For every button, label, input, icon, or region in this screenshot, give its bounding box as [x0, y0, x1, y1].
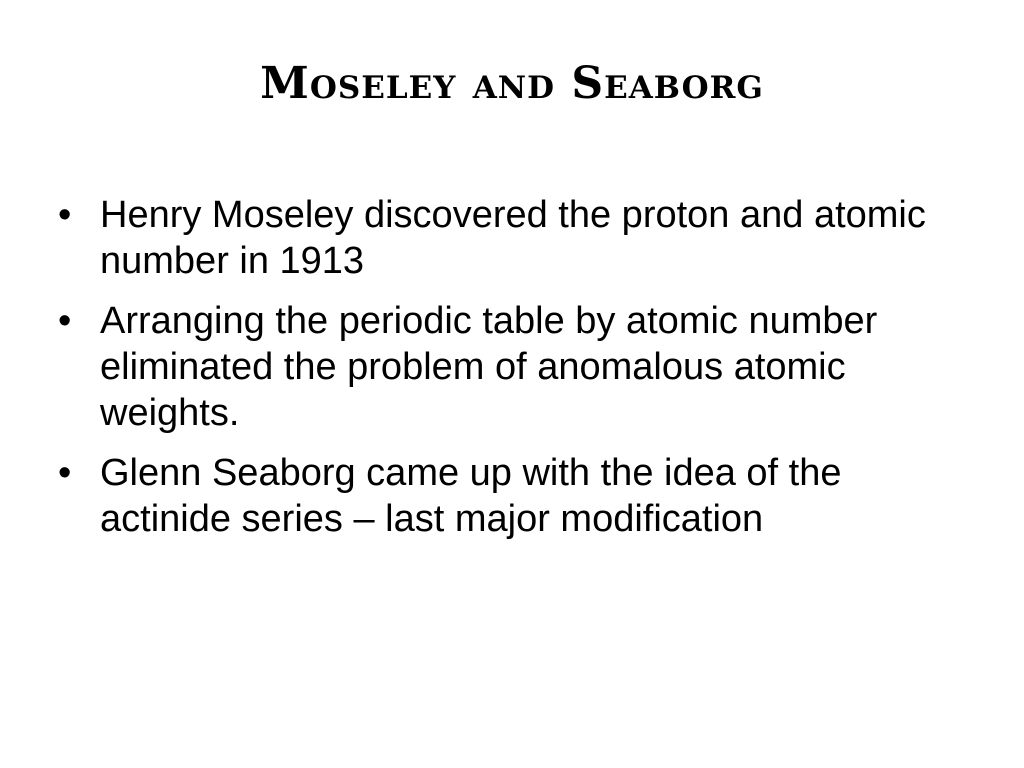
bullet-item: [58, 450, 958, 542]
bullet-mark: •: [58, 194, 72, 236]
bullet-item: [58, 192, 958, 284]
bullet-mark: •: [58, 452, 72, 494]
slide-title: Moseley and Seaborg: [260, 58, 764, 109]
bullet-mark: •: [58, 300, 72, 342]
bullet-item: [58, 298, 958, 436]
bullet-text: Arranging the periodic table by atomic number eliminated the problem of anomalous atomic weights.: [100, 300, 878, 434]
bullet-text: Henry Moseley discovered the proton and atomic number in 1913: [100, 194, 926, 282]
bullet-list: [58, 192, 958, 556]
bullet-text: Glenn Seaborg came up with the idea of the actinide series – last major modification: [100, 452, 842, 540]
